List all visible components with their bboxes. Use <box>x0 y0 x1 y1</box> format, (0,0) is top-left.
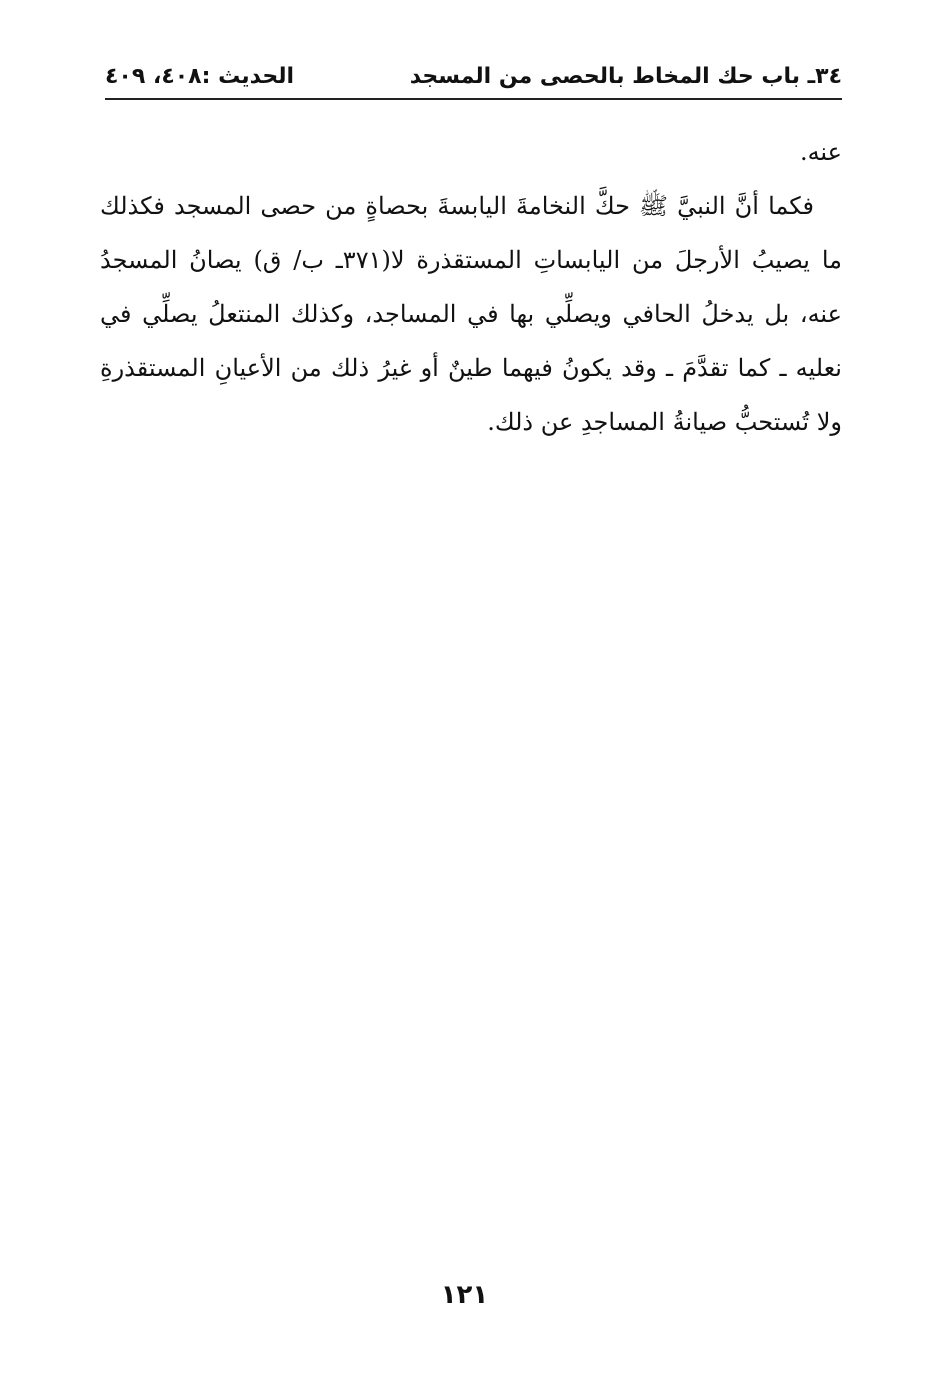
hadith-numbers: الحديث :٤٠٨، ٤٠٩ <box>105 64 294 89</box>
running-header <box>105 58 842 100</box>
paragraph-continuation: عنه. <box>799 138 842 166</box>
main-text <box>100 125 842 449</box>
chapter-title: ٣٤ـ باب حك المخاط بالحصى من المسجد <box>409 64 842 89</box>
page-number: ١٢١ <box>440 1280 489 1310</box>
paragraph: فكما أنَّ النبيَّ ﷺ حكَّ النخامةَ اليابسةَ بحصاةٍ من حصى المسجد فكذلك ما يصيبُ الأرجلَ من اليابساتِ المستقذرة لا(٣٧١ـ ب/ ق) يصانُ المسجدُ عنه، بل يدخلُ الحافي ويصلِّي بها في المساجد، وكذلك المنتعلُ يصلِّي في نعليه ـ كما تقدَّمَ ـ وقد يكونُ فيهما طينٌ أو غيرُ ذلك من الأعيانِ المستقذرةِ ولا تُستحبُّ صيانةُ المساجدِ عن ذلك. <box>100 192 842 436</box>
